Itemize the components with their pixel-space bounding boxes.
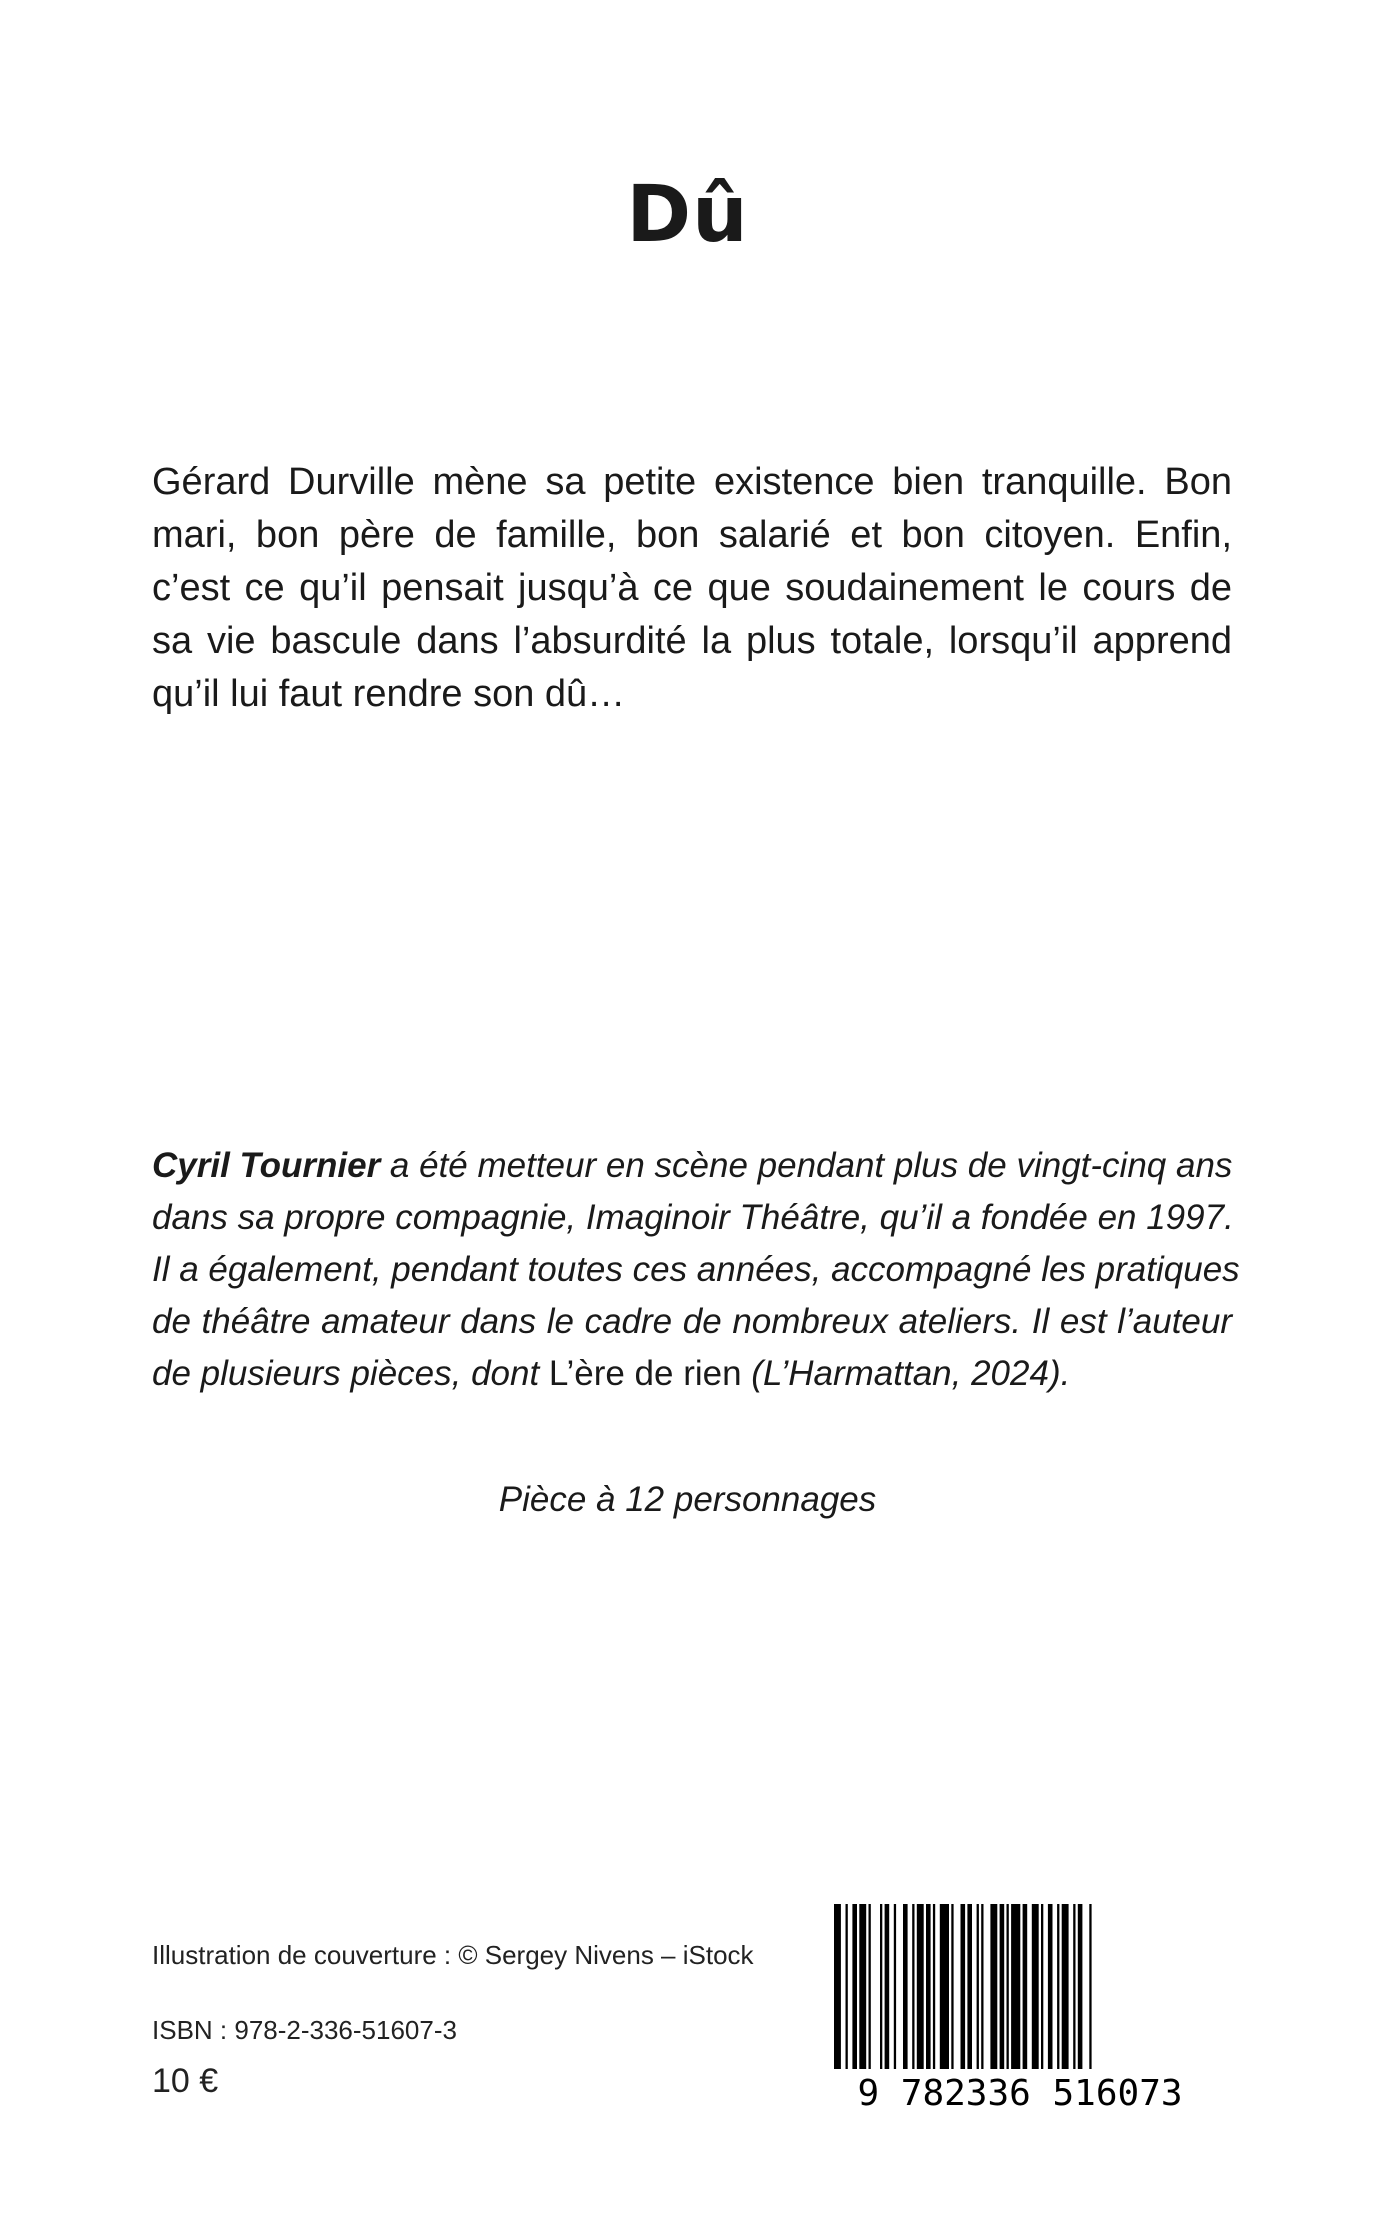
bio-line <box>152 1140 1232 1192</box>
isbn: ISBN : 978-2-336-51607-3 <box>152 2015 457 2045</box>
barcode-bar <box>869 1904 871 2069</box>
barcode-bar <box>1007 1904 1009 2069</box>
bio-line <box>152 1348 1232 1400</box>
blurb-line: mari, bon père de famille, bon salarié et bon citoyen. Enfin, <box>152 514 1232 556</box>
book-blurb <box>152 456 1232 721</box>
author-name: Cyril Tournier <box>152 1146 381 1185</box>
barcode-bar <box>894 1904 896 2069</box>
blurb-line: Gérard Durville mène sa petite existence bien tranquille. Bon <box>152 461 1232 503</box>
bio-text: (L’Harmattan, 2024). <box>741 1354 1071 1393</box>
cover-credit: Illustration de couverture : © Sergey Nivens – iStock <box>152 1940 754 1970</box>
bio-text: de plusieurs pièces, dont <box>152 1354 549 1393</box>
book-reference-title: L’ère de rien <box>548 1354 742 1393</box>
barcode-bar <box>940 1904 949 2069</box>
barcode-bar <box>951 1904 953 2069</box>
barcode-bar <box>1089 1904 1091 2069</box>
barcode-bar <box>961 1904 966 2069</box>
barcode-bar <box>885 1904 890 2069</box>
barcode-bar <box>846 1904 848 2069</box>
barcode-bar <box>1057 1904 1059 2069</box>
barcode-bars <box>834 1904 1092 2069</box>
cast-note: Pièce à 12 personnages <box>498 1480 877 1519</box>
barcode-bar <box>926 1904 931 2069</box>
barcode-bar <box>977 1904 979 2069</box>
barcode-bar <box>1011 1904 1020 2069</box>
barcode-bar <box>1023 1904 1028 2069</box>
barcode-bar <box>912 1904 914 2069</box>
barcode-bar <box>1073 1904 1075 2069</box>
barcode <box>820 1900 1220 2110</box>
barcode-bar <box>1041 1904 1043 2069</box>
book-title: Dû <box>626 170 749 260</box>
barcode-bar <box>834 1904 841 2069</box>
bio-line: Il a également, pendant toutes ces années, accompagné les pratiques <box>152 1250 1240 1289</box>
barcode-bar <box>1032 1904 1039 2069</box>
barcode-bar <box>859 1904 866 2069</box>
barcode-digits: 9 782336 516073 <box>857 2073 1183 2110</box>
blurb-line: sa vie bascule dans l’absurdité la plus totale, lorsqu’il apprend <box>152 620 1232 662</box>
barcode-bar <box>1062 1904 1069 2069</box>
barcode-bar <box>1000 1904 1005 2069</box>
blurb-line: qu’il lui faut rendre son dû… <box>152 673 626 715</box>
barcode-bar <box>1048 1904 1053 2069</box>
barcode-bar <box>903 1904 908 2069</box>
barcode-bar <box>917 1904 924 2069</box>
blurb-line: c’est ce qu’il pensait jusqu’à ce que soudainement le cours de <box>152 567 1232 609</box>
barcode-bar <box>981 1904 983 2069</box>
barcode-bar <box>933 1904 935 2069</box>
bio-text: a été metteur en scène pendant plus de vingt-cinq ans <box>380 1146 1233 1185</box>
barcode-bar <box>1078 1904 1083 2069</box>
barcode-bar <box>967 1904 972 2069</box>
bio-line: dans sa propre compagnie, Imaginoir Théâtre, qu’il a fondée en 1997. <box>152 1198 1234 1237</box>
barcode-bar <box>852 1904 857 2069</box>
barcode-bar <box>990 1904 997 2069</box>
price: 10 € <box>152 2062 219 2100</box>
author-bio <box>152 1140 1240 1400</box>
bio-line: de théâtre amateur dans le cadre de nombreux ateliers. Il est l’auteur <box>152 1302 1232 1341</box>
barcode-bar <box>880 1904 882 2069</box>
